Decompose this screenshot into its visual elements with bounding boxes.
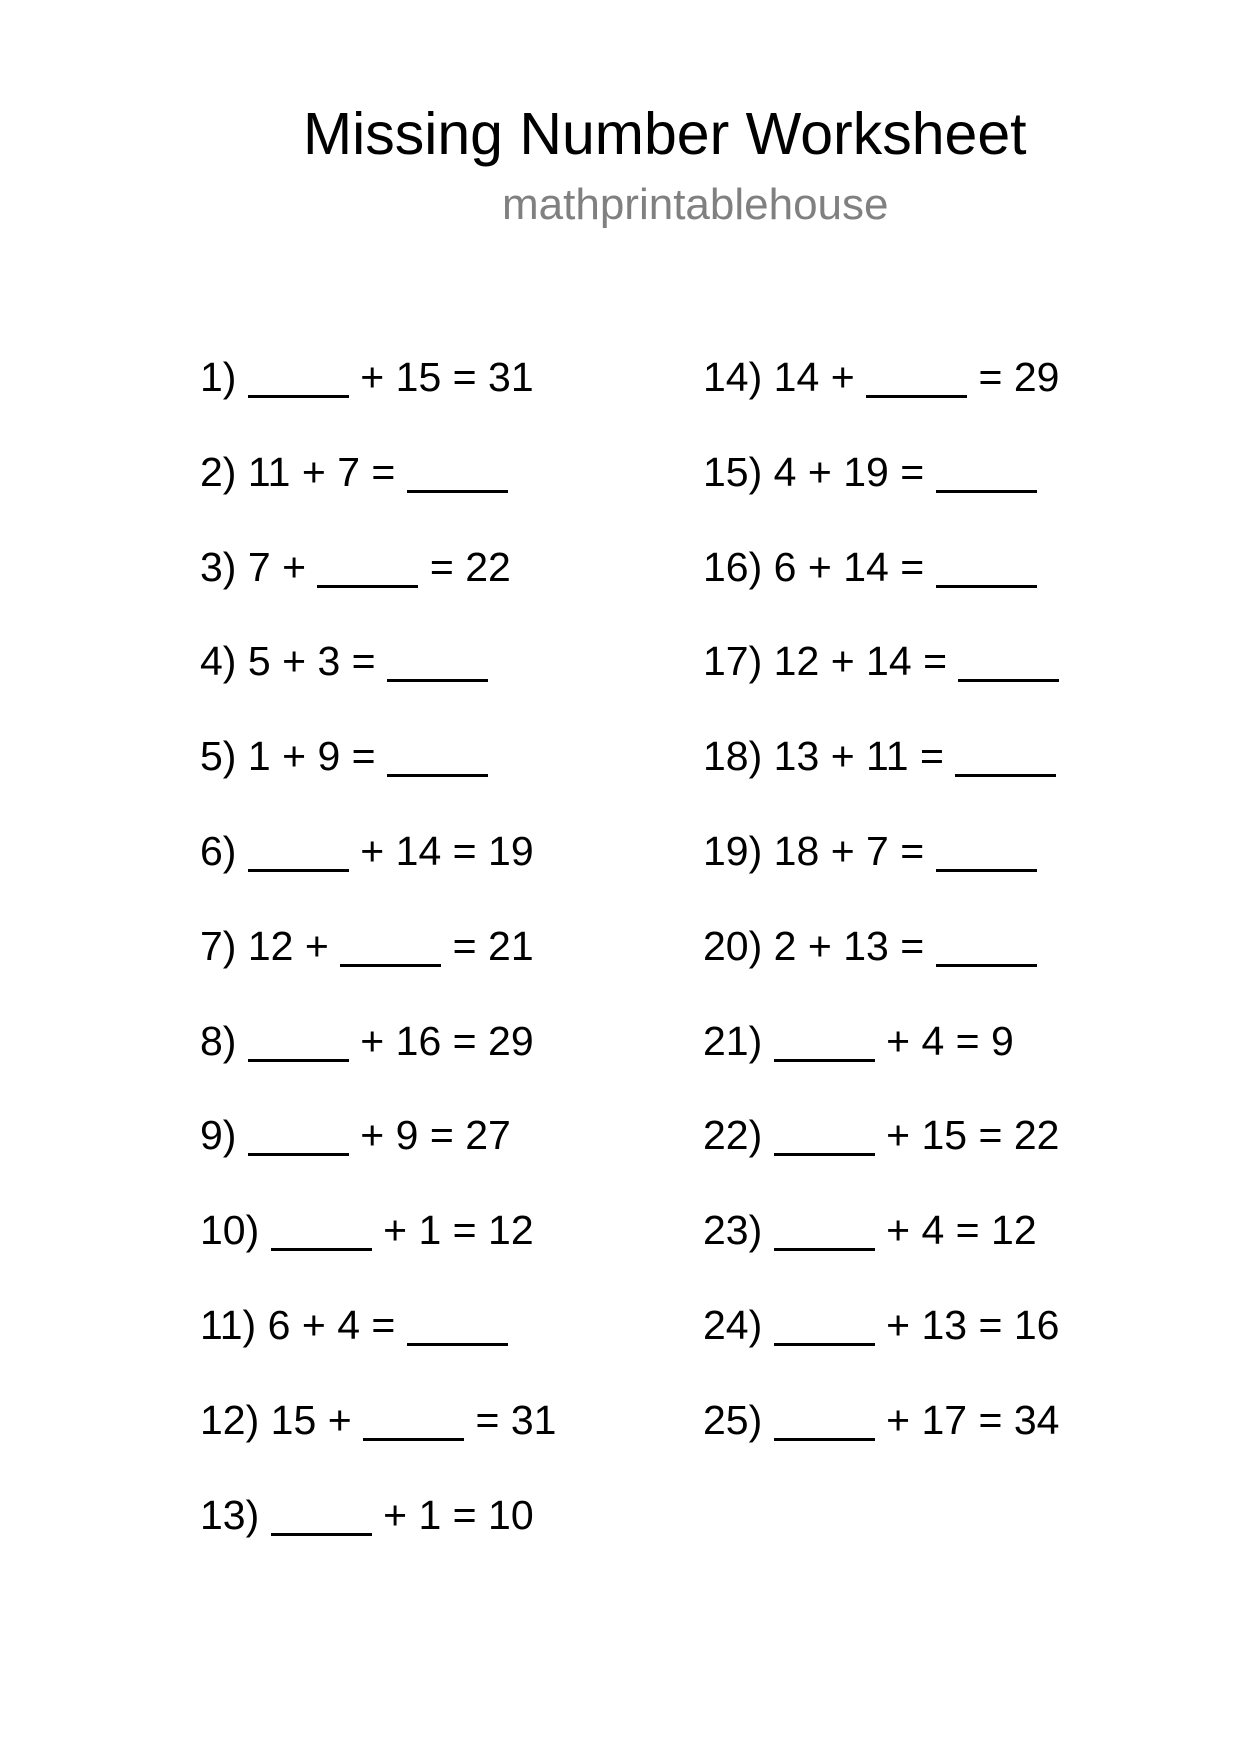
answer-blank[interactable] [248, 869, 349, 872]
problem-number: 22) [703, 1112, 763, 1158]
answer-blank[interactable] [387, 679, 488, 682]
problem-number: 11) [200, 1302, 257, 1348]
problem-row [200, 1207, 534, 1253]
operand-value: 13 [773, 733, 820, 779]
equals-sign: = [978, 1112, 1003, 1158]
operand-value: 17 [921, 1397, 968, 1443]
operand-value: 3 [317, 638, 341, 684]
plus-operator: + [830, 828, 855, 874]
plus-operator: + [830, 354, 855, 400]
plus-operator: + [360, 828, 385, 874]
problem-row [703, 923, 1037, 969]
plus-operator: + [301, 1302, 326, 1348]
answer-blank[interactable] [955, 774, 1056, 777]
operand-value: 14 [866, 638, 912, 684]
problem-number: 9) [200, 1112, 237, 1158]
operand-value: 4 [773, 449, 797, 495]
plus-operator: + [807, 449, 832, 495]
operand-value: 1 [418, 1492, 442, 1538]
operand-value: 15 [921, 1112, 968, 1158]
operand-value: 13 [921, 1302, 968, 1348]
plus-operator: + [886, 1112, 911, 1158]
operand-value: 21 [488, 923, 534, 969]
equals-sign: = [923, 638, 948, 684]
answer-blank[interactable] [363, 1438, 464, 1441]
answer-blank[interactable] [936, 964, 1037, 967]
problem-row [200, 354, 534, 400]
problem-number: 21) [703, 1018, 763, 1064]
equals-sign: = [351, 733, 376, 779]
operand-value: 4 [921, 1018, 945, 1064]
operand-value: 29 [1013, 354, 1060, 400]
problem-number: 24) [703, 1302, 763, 1348]
problem-number: 25) [703, 1397, 763, 1443]
plus-operator: + [282, 638, 307, 684]
problem-number: 14) [703, 354, 763, 400]
operand-value: 6 [267, 1302, 291, 1348]
problem-row [200, 828, 534, 874]
plus-operator: + [886, 1018, 911, 1064]
problem-row [200, 1492, 534, 1538]
problem-number: 15) [703, 449, 763, 495]
equals-sign: = [452, 354, 477, 400]
worksheet-title: Missing Number Worksheet [303, 101, 1027, 167]
problem-row [703, 1112, 1060, 1158]
answer-blank[interactable] [340, 964, 441, 967]
equals-sign: = [900, 544, 925, 590]
answer-blank[interactable] [271, 1248, 372, 1251]
equals-sign: = [475, 1397, 500, 1443]
answer-blank[interactable] [248, 1059, 349, 1062]
equals-sign: = [955, 1018, 980, 1064]
problem-row [703, 638, 1059, 684]
answer-blank[interactable] [407, 1343, 508, 1346]
problem-number: 20) [703, 923, 763, 969]
operand-value: 6 [773, 544, 797, 590]
equals-sign: = [371, 1302, 396, 1348]
plus-operator: + [282, 544, 307, 590]
operand-value: 12 [247, 923, 294, 969]
answer-blank[interactable] [774, 1059, 875, 1062]
problem-number: 18) [703, 733, 763, 779]
problem-row [200, 1397, 557, 1443]
operand-value: 15 [270, 1397, 317, 1443]
answer-blank[interactable] [866, 395, 967, 398]
problem-number: 13) [200, 1492, 260, 1538]
problem-number: 5) [200, 733, 237, 779]
problem-number: 19) [703, 828, 763, 874]
answer-blank[interactable] [958, 679, 1059, 682]
operand-value: 22 [1013, 1112, 1060, 1158]
plus-operator: + [383, 1207, 408, 1253]
problem-row [703, 1018, 1014, 1064]
equals-sign: = [900, 923, 925, 969]
plus-operator: + [360, 354, 385, 400]
operand-value: 13 [843, 923, 889, 969]
equals-sign: = [429, 1112, 454, 1158]
equals-sign: = [351, 638, 376, 684]
plus-operator: + [807, 923, 832, 969]
plus-operator: + [304, 923, 329, 969]
operand-value: 9 [395, 1112, 419, 1158]
plus-operator: + [282, 733, 307, 779]
plus-operator: + [886, 1302, 911, 1348]
operand-value: 1 [247, 733, 271, 779]
answer-blank[interactable] [407, 490, 508, 493]
answer-blank[interactable] [936, 490, 1037, 493]
problem-row [200, 1302, 508, 1348]
problem-row [703, 733, 1056, 779]
operand-value: 14 [843, 544, 889, 590]
operand-value: 18 [773, 828, 820, 874]
problem-row [703, 1302, 1060, 1348]
operand-value: 34 [1013, 1397, 1060, 1443]
problem-number: 10) [200, 1207, 260, 1253]
problem-number: 23) [703, 1207, 763, 1253]
problem-row [703, 449, 1037, 495]
operand-value: 7 [866, 828, 889, 874]
operand-value: 5 [247, 638, 271, 684]
plus-operator: + [886, 1207, 911, 1253]
operand-value: 12 [773, 638, 820, 684]
plus-operator: + [360, 1112, 385, 1158]
problem-number: 17) [703, 638, 763, 684]
problem-row [200, 1018, 534, 1064]
problem-number: 7) [200, 923, 237, 969]
plus-operator: + [383, 1492, 408, 1538]
equals-sign: = [900, 828, 925, 874]
equals-sign: = [978, 1302, 1003, 1348]
answer-blank[interactable] [774, 1248, 875, 1251]
operand-value: 10 [488, 1492, 534, 1538]
answer-blank[interactable] [271, 1533, 372, 1536]
answer-blank[interactable] [774, 1438, 875, 1441]
problem-row [200, 1112, 511, 1158]
problem-row [200, 544, 511, 590]
plus-operator: + [830, 638, 855, 684]
operand-value: 2 [773, 923, 797, 969]
problem-row [200, 923, 534, 969]
answer-blank[interactable] [317, 585, 418, 588]
operand-value: 4 [337, 1302, 361, 1348]
problem-row [703, 354, 1060, 400]
problem-number: 16) [703, 544, 763, 590]
problem-number: 12) [200, 1397, 260, 1443]
operand-value: 7 [337, 449, 361, 495]
equals-sign: = [452, 1018, 477, 1064]
answer-blank[interactable] [936, 869, 1037, 872]
equals-sign: = [452, 923, 477, 969]
answer-blank[interactable] [248, 395, 349, 398]
answer-blank[interactable] [387, 774, 488, 777]
equals-sign: = [452, 828, 477, 874]
problem-number: 1) [200, 354, 237, 400]
operand-value: 12 [991, 1207, 1037, 1253]
operand-value: 29 [488, 1018, 534, 1064]
operand-value: 16 [395, 1018, 442, 1064]
problem-number: 3) [200, 544, 237, 590]
equals-sign: = [452, 1207, 477, 1253]
plus-operator: + [807, 544, 832, 590]
equals-sign: = [452, 1492, 477, 1538]
equals-sign: = [429, 544, 454, 590]
operand-value: 1 [418, 1207, 442, 1253]
plus-operator: + [327, 1397, 352, 1443]
operand-value: 12 [488, 1207, 534, 1253]
operand-value: 22 [465, 544, 511, 590]
operand-value: 14 [773, 354, 820, 400]
problem-row [703, 1397, 1060, 1443]
equals-sign: = [900, 449, 925, 495]
plus-operator: + [830, 733, 855, 779]
problem-row [703, 544, 1037, 590]
equals-sign: = [978, 1397, 1003, 1443]
problem-number: 2) [200, 449, 237, 495]
operand-value: 19 [843, 449, 889, 495]
operand-value: 16 [1013, 1302, 1060, 1348]
operand-value: 11 [247, 449, 291, 495]
operand-value: 31 [488, 354, 534, 400]
problem-row [703, 1207, 1037, 1253]
operand-value: 11 [866, 733, 909, 779]
equals-sign: = [371, 449, 396, 495]
operand-value: 7 [247, 544, 271, 590]
problem-number: 4) [200, 638, 237, 684]
operand-value: 15 [395, 354, 442, 400]
plus-operator: + [886, 1397, 911, 1443]
answer-blank[interactable] [248, 1153, 349, 1156]
plus-operator: + [360, 1018, 385, 1064]
answer-blank[interactable] [936, 585, 1037, 588]
problem-row [703, 828, 1037, 874]
operand-value: 9 [991, 1018, 1014, 1064]
answer-blank[interactable] [774, 1153, 875, 1156]
problem-number: 8) [200, 1018, 237, 1064]
equals-sign: = [955, 1207, 980, 1253]
problem-row [200, 638, 488, 684]
operand-value: 27 [465, 1112, 511, 1158]
problem-row [200, 733, 488, 779]
operand-value: 4 [921, 1207, 945, 1253]
problem-number: 6) [200, 828, 237, 874]
equals-sign: = [920, 733, 944, 779]
operand-value: 14 [395, 828, 442, 874]
worksheet-source-label: mathprintablehouse [502, 180, 889, 229]
problem-row [200, 449, 508, 495]
operand-value: 9 [317, 733, 341, 779]
operand-value: 31 [510, 1397, 557, 1443]
answer-blank[interactable] [774, 1343, 875, 1346]
plus-operator: + [301, 449, 326, 495]
equals-sign: = [978, 354, 1003, 400]
operand-value: 19 [488, 828, 534, 874]
